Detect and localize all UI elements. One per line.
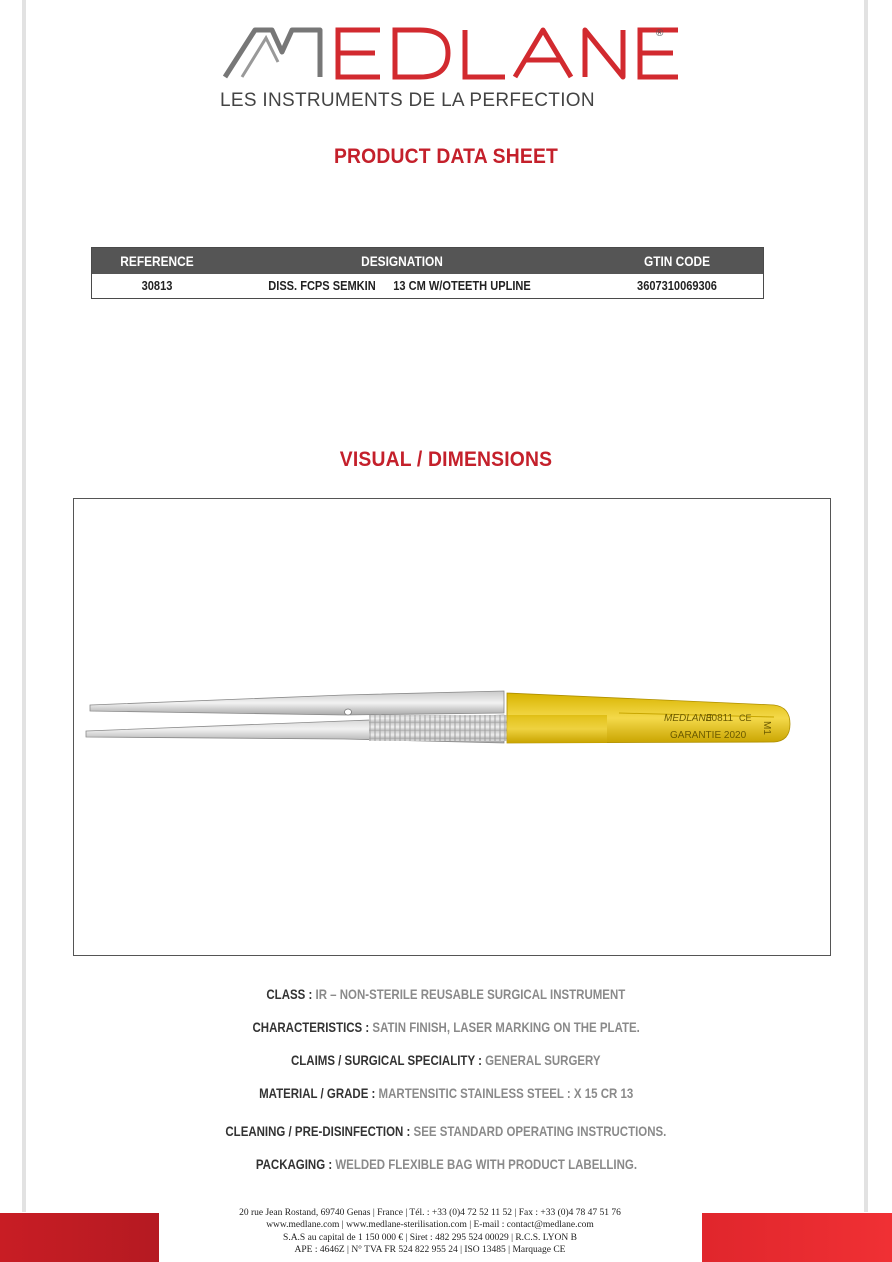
marking-ce: CE (739, 713, 752, 723)
footer-web: www.medlane.com | www.medlane-sterilisation.com | E-mail : contact@medlane.com (266, 1220, 594, 1231)
header-designation: DESIGNATION (361, 253, 443, 269)
spec-class: CLASS : IR – NON-STERILE REUSABLE SURGICAL INSTRUMENT (266, 986, 626, 1002)
company-footer (170, 1207, 690, 1256)
marking-code: 30811 (706, 713, 734, 724)
table-row (92, 274, 763, 298)
footer-red-bar-left (0, 1213, 159, 1262)
footer-legal: S.A.S au capital de 1 150 000 € | Siret : 482 295 524 00029 | R.C.S. LYON B (283, 1232, 577, 1243)
cell-gtin: 3607310069306 (637, 278, 717, 293)
footer-red-bar-right (702, 1213, 892, 1262)
marking-guarantee: GARANTIE 2020 (670, 730, 747, 741)
spec-cleaning: CLEANING / PRE-DISINFECTION : SEE STANDARD OPERATING INSTRUCTIONS. (225, 1123, 667, 1139)
spec-claims: CLAIMS / SURGICAL SPECIALITY : GENERAL SURGERY (291, 1052, 601, 1068)
cell-designation-name: DISS. FCPS SEMKIN (268, 278, 376, 293)
header-reference: REFERENCE (120, 253, 194, 269)
header-gtin: GTIN CODE (643, 253, 711, 269)
cell-designation-size: 13 CM W/OTEETH UPLINE (393, 278, 531, 293)
registered-mark: ® (656, 28, 664, 39)
footer-address: 20 rue Jean Rostand, 69740 Genas | France | Tél. : +33 (0)4 72 52 11 52 | Fax : +33 (0)4 78 47 51 76 (239, 1208, 621, 1218)
spec-characteristics: CHARACTERISTICS : SATIN FINISH, LASER MARKING ON THE PLATE. (252, 1019, 640, 1035)
product-visual-frame (73, 498, 831, 956)
table-header-row (92, 248, 763, 274)
marking-size: M1 (761, 721, 772, 735)
spec-material: MATERIAL / GRADE : MARTENSITIC STAINLESS STEEL : X 15 CR 13 (258, 1085, 634, 1101)
marking-brand: MEDLANE (664, 713, 713, 724)
visual-dimensions-title: VISUAL / DIMENSIONS (339, 448, 553, 471)
product-data-sheet-title: PRODUCT DATA SHEET (333, 145, 559, 168)
reference-table (91, 247, 764, 299)
cell-reference: 30813 (141, 278, 173, 293)
spec-packaging: PACKAGING : WELDED FLEXIBLE BAG WITH PRODUCT LABELLING. (255, 1156, 637, 1172)
brand-tagline: LES INSTRUMENTS DE LA PERFECTION (220, 90, 595, 111)
forceps-image (74, 499, 830, 955)
footer-certifications: APE : 4646Z | N° TVA FR 524 822 955 24 | ISO 13485 | Marquage CE (294, 1244, 566, 1255)
